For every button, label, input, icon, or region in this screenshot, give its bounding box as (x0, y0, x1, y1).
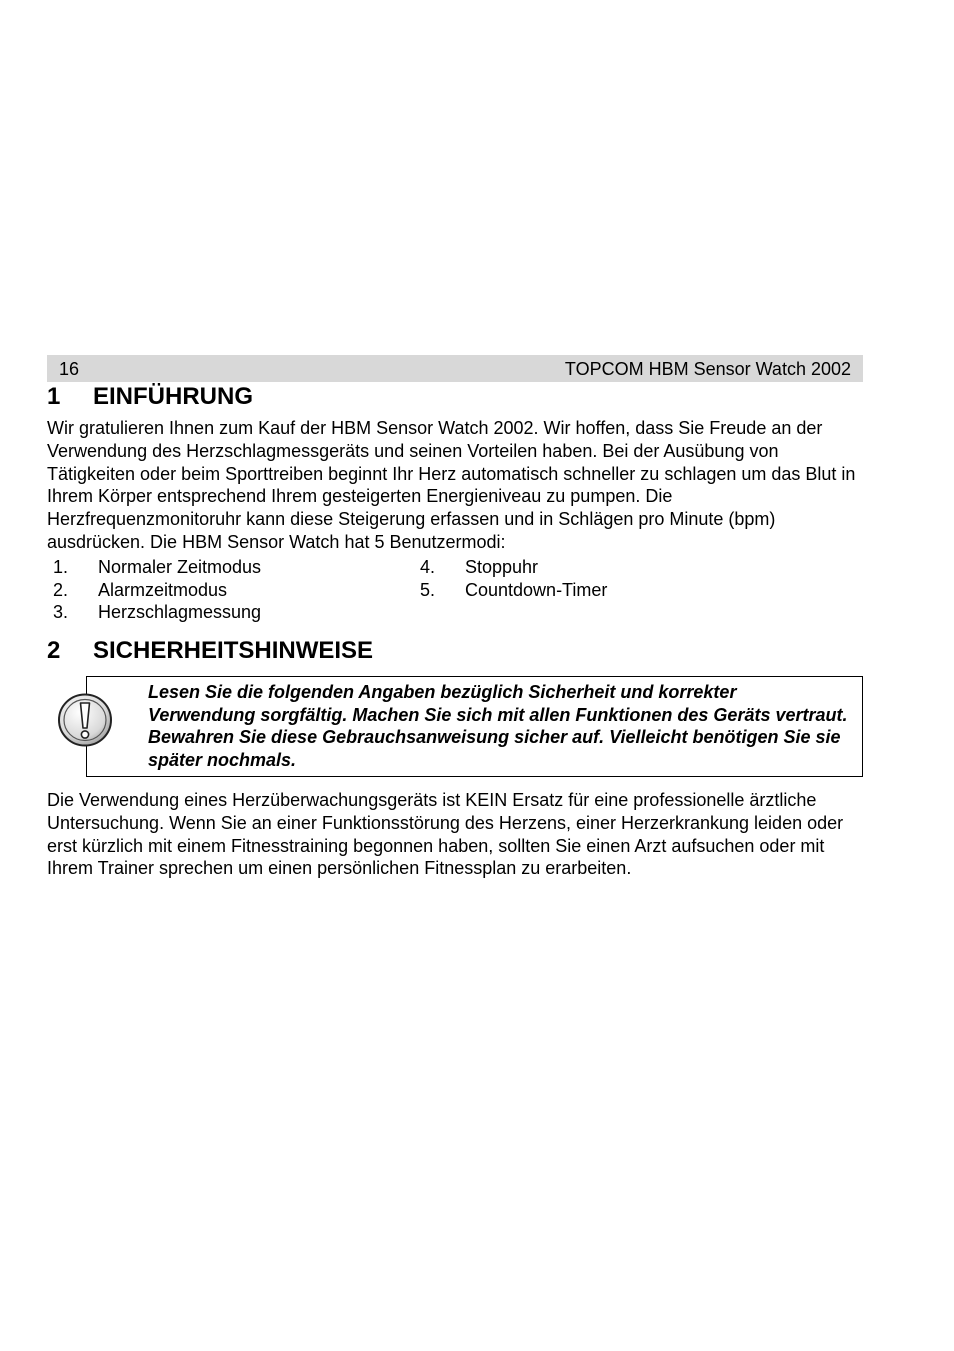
page-header (47, 355, 863, 382)
section-title: EINFÜHRUNG (93, 383, 253, 410)
safety-paragraph: Die Verwendung eines Herzüberwachungsgeräts ist KEIN Ersatz für eine professionelle ärztliche Untersuchung. Wenn Sie an einer Funktionsstörung des Herzens, einer Herzerkrankung leiden oder erst kürzlich mit einem Fitnesstraining begonnen haben, sollten Sie einen Arzt aufsuchen oder mit Ihrem Trainer sprechen um einen persönlichen Fitnessplan zu erarbeiten. (47, 790, 844, 879)
section-number: 1 (47, 383, 61, 410)
warning-text: Lesen Sie die folgenden Angaben bezüglich Sicherheit und korrekter Verwendung sorgfältig. Machen Sie sich mit allen Funktionen des Geräts vertraut. Bewahren Sie diese Gebrauchsanweisung sicher auf. Vielleicht benötigen Sie sie später nochmals. (148, 682, 848, 770)
section-heading-2 (47, 636, 373, 666)
document-title: TOPCOM HBM Sensor Watch 2002 (564, 359, 851, 379)
intro-paragraph: Wir gratulieren Ihnen zum Kauf der HBM Sensor Watch 2002. Wir hoffen, dass Sie Freude an der Verwendung des Herzschlagmessgeräts und seinen Vorteilen haben. Bei der Ausübung von Tätigkeiten oder beim Sporttreiben beginnt Ihr Herz automatisch schneller zu schlagen um das Blut in Ihrem Körper entsprechend Ihrem gesteigerten Energieniveau zu pumpen. Die Herzfrequenzmonitoruhr kann diese Steigerung erfassen und in Schlägen pro Minute (bpm) ausdrücken. Die HBM Sensor Watch hat 5 Benutzermodi: (47, 418, 856, 552)
section-title: SICHERHEITSHINWEISE (93, 637, 374, 664)
section-number: 2 (47, 637, 61, 664)
safety-warning-box (86, 676, 863, 777)
page-number: 16 (59, 359, 80, 379)
exclamation-warning-icon (56, 692, 114, 748)
section-heading-1 (47, 382, 253, 412)
